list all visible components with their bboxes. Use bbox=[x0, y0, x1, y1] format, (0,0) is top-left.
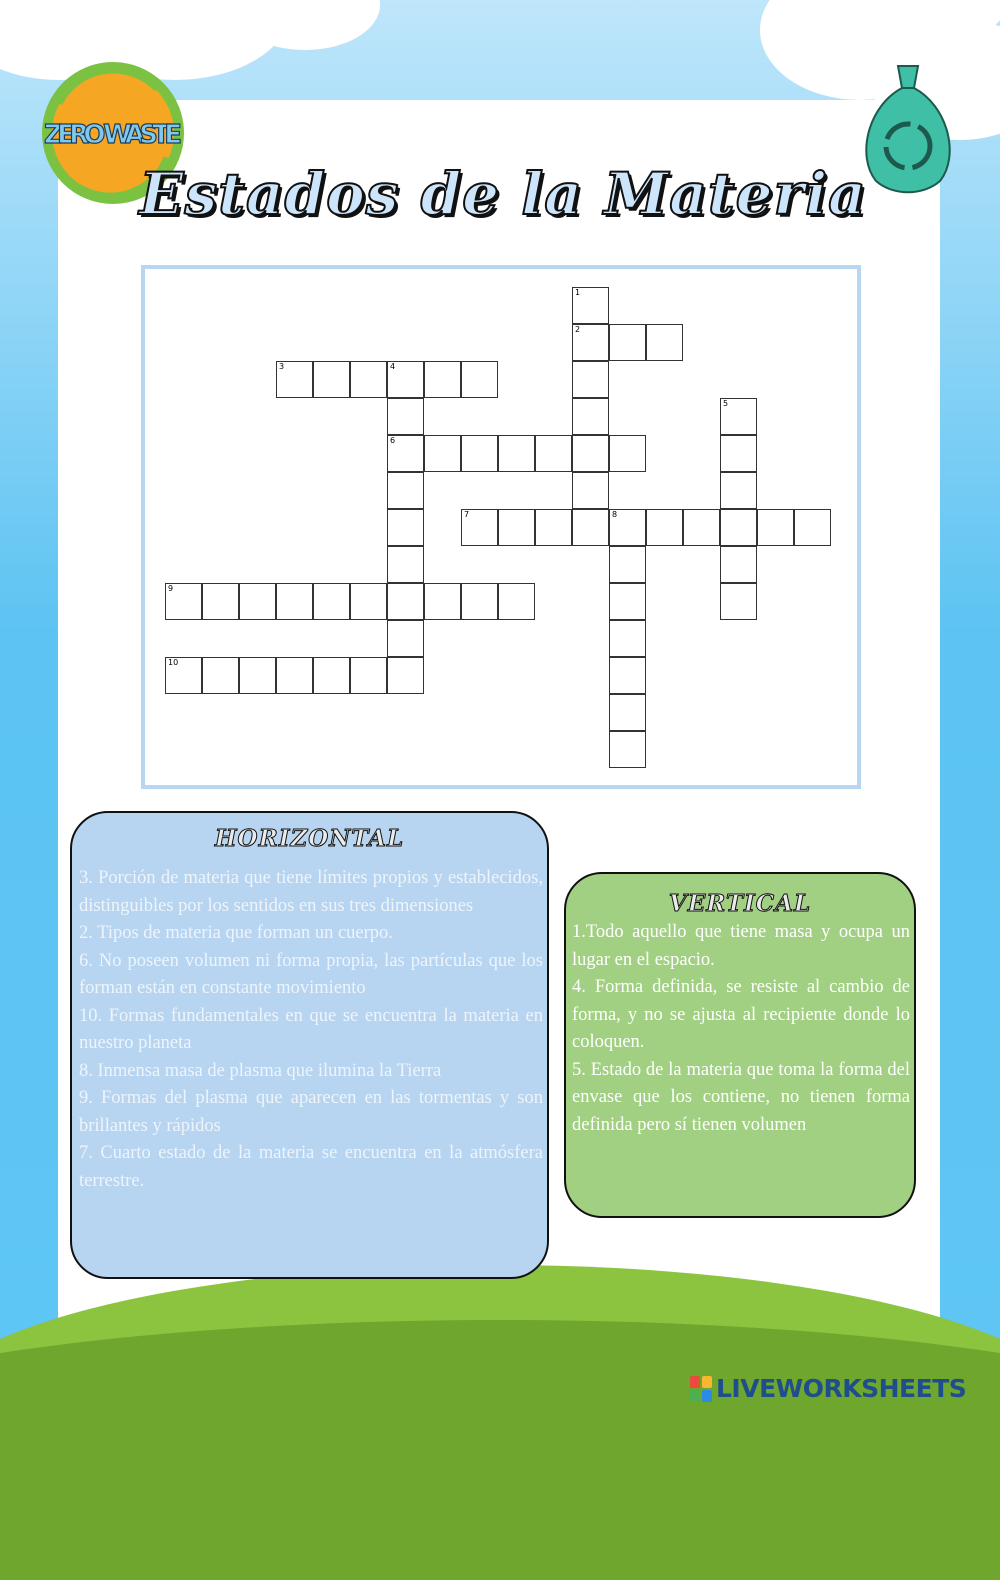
crossword-cell[interactable] bbox=[535, 435, 572, 472]
crossword-cell[interactable] bbox=[276, 583, 313, 620]
clue-number: 6 bbox=[390, 436, 396, 445]
clue-item: 9. Formas del plasma que aparecen en las tormentas y son brillantes y rápidos bbox=[79, 1088, 543, 1136]
crossword-cell[interactable] bbox=[609, 657, 646, 694]
crossword-cell[interactable] bbox=[276, 361, 313, 398]
clue-number: 10 bbox=[168, 658, 179, 667]
crossword-cell[interactable] bbox=[387, 657, 424, 694]
crossword-cell[interactable] bbox=[498, 435, 535, 472]
clue-item: 6. No poseen volumen ni forma propia, las partículas que los forman están en constante movimiento bbox=[79, 950, 543, 998]
crossword-cell[interactable] bbox=[165, 657, 202, 694]
crossword-cell[interactable] bbox=[646, 509, 683, 546]
crossword-cell[interactable] bbox=[498, 509, 535, 546]
crossword-cell[interactable] bbox=[609, 435, 646, 472]
crossword-cell[interactable] bbox=[424, 361, 461, 398]
crossword-cell[interactable] bbox=[720, 509, 757, 546]
crossword-cell[interactable] bbox=[461, 361, 498, 398]
crossword-cell[interactable] bbox=[572, 398, 609, 435]
horizontal-heading: HORIZONTAL bbox=[214, 825, 405, 852]
horizontal-clues-panel bbox=[70, 811, 549, 1279]
clue-item: 3. Porción de materia que tiene límites propios y establecidos, distinguibles por los sentidos en sus tres dimensiones bbox=[79, 868, 543, 916]
crossword-cell[interactable] bbox=[609, 546, 646, 583]
crossword-cell[interactable] bbox=[609, 583, 646, 620]
crossword-cell[interactable] bbox=[572, 472, 609, 509]
crossword-cell[interactable] bbox=[498, 583, 535, 620]
crossword-cell[interactable] bbox=[239, 657, 276, 694]
crossword-cell[interactable] bbox=[609, 324, 646, 361]
clue-number: 2 bbox=[575, 325, 581, 334]
clue-item: 2. Tipos de materia que forman un cuerpo. bbox=[79, 923, 393, 943]
crossword-cell[interactable] bbox=[720, 435, 757, 472]
crossword-cell[interactable] bbox=[461, 583, 498, 620]
recycle-bag-icon bbox=[858, 56, 958, 196]
clue-item: 5. Estado de la materia que toma la forma del envase que los contiene, no tienen forma definida pero sí tienen volumen bbox=[572, 1059, 910, 1135]
vertical-clue-list bbox=[572, 919, 910, 1139]
page-title: Estados de la Materia bbox=[139, 160, 867, 228]
crossword-cell[interactable] bbox=[313, 361, 350, 398]
liveworksheets-brand bbox=[690, 1374, 966, 1403]
crossword-cell[interactable] bbox=[313, 657, 350, 694]
crossword-cell[interactable] bbox=[387, 472, 424, 509]
liveworksheets-logo-icon bbox=[690, 1376, 712, 1402]
crossword-cell[interactable] bbox=[350, 583, 387, 620]
vertical-clues-panel bbox=[564, 872, 916, 1218]
logo-text: ZERO WASTE bbox=[44, 120, 182, 150]
crossword-cell[interactable] bbox=[276, 657, 313, 694]
crossword-cell[interactable] bbox=[387, 583, 424, 620]
crossword-cell[interactable] bbox=[387, 509, 424, 546]
crossword-cell[interactable] bbox=[461, 509, 498, 546]
crossword-cell[interactable] bbox=[387, 398, 424, 435]
crossword-cell[interactable] bbox=[646, 324, 683, 361]
clue-number: 5 bbox=[723, 399, 729, 408]
vertical-heading: VERTICAL bbox=[668, 890, 812, 917]
horizontal-clue-list bbox=[79, 865, 543, 1195]
crossword-cell[interactable] bbox=[461, 435, 498, 472]
crossword-cell[interactable] bbox=[572, 324, 609, 361]
crossword-cell[interactable] bbox=[794, 509, 831, 546]
crossword-cell[interactable] bbox=[572, 287, 609, 324]
clue-number: 7 bbox=[464, 510, 470, 519]
crossword-cell[interactable] bbox=[535, 509, 572, 546]
clue-item: 7. Cuarto estado de la materia se encuentra en la atmósfera terrestre. bbox=[79, 1143, 543, 1191]
crossword-cell[interactable] bbox=[424, 435, 461, 472]
crossword-cell[interactable] bbox=[387, 435, 424, 472]
crossword-cell[interactable] bbox=[572, 509, 609, 546]
clue-number: 9 bbox=[168, 584, 174, 593]
crossword-cell[interactable] bbox=[572, 361, 609, 398]
crossword-cell[interactable] bbox=[720, 546, 757, 583]
crossword-cell[interactable] bbox=[720, 398, 757, 435]
crossword-cell[interactable] bbox=[609, 620, 646, 657]
crossword-frame bbox=[141, 265, 861, 789]
crossword-cell[interactable] bbox=[720, 583, 757, 620]
crossword-cell[interactable] bbox=[239, 583, 276, 620]
crossword-cell[interactable] bbox=[350, 657, 387, 694]
clue-number: 1 bbox=[575, 288, 581, 297]
crossword-cell[interactable] bbox=[757, 509, 794, 546]
crossword-cell[interactable] bbox=[387, 546, 424, 583]
crossword-cell[interactable] bbox=[350, 361, 387, 398]
crossword-cell[interactable] bbox=[202, 657, 239, 694]
crossword-cell[interactable] bbox=[720, 472, 757, 509]
grass-hill-front bbox=[0, 1320, 1000, 1580]
crossword-cell[interactable] bbox=[165, 583, 202, 620]
crossword-cell[interactable] bbox=[424, 583, 461, 620]
crossword-cell[interactable] bbox=[387, 620, 424, 657]
crossword-cell[interactable] bbox=[572, 435, 609, 472]
clue-number: 4 bbox=[390, 362, 396, 371]
crossword-cell[interactable] bbox=[609, 694, 646, 731]
crossword-cell[interactable] bbox=[609, 509, 646, 546]
clue-item: 1.Todo aquello que tiene masa y ocupa un lugar en el espacio. bbox=[572, 922, 910, 970]
clue-item: 4. Forma definida, se resiste al cambio de forma, y no se ajusta al recipiente donde lo coloquen. bbox=[572, 977, 910, 1052]
clue-item: 10. Formas fundamentales en que se encuentra la materia en nuestro planeta bbox=[79, 1005, 543, 1053]
crossword-grid bbox=[145, 269, 865, 793]
clue-item: 8. Inmensa masa de plasma que ilumina la Tierra bbox=[79, 1060, 442, 1081]
brand-text: LIVEWORKSHEETS bbox=[716, 1374, 967, 1403]
clue-number: 8 bbox=[612, 510, 618, 519]
crossword-cell[interactable] bbox=[683, 509, 720, 546]
crossword-cell[interactable] bbox=[202, 583, 239, 620]
clue-number: 3 bbox=[279, 362, 285, 371]
crossword-cell[interactable] bbox=[609, 731, 646, 768]
crossword-cell[interactable] bbox=[313, 583, 350, 620]
crossword-cell[interactable] bbox=[387, 361, 424, 398]
